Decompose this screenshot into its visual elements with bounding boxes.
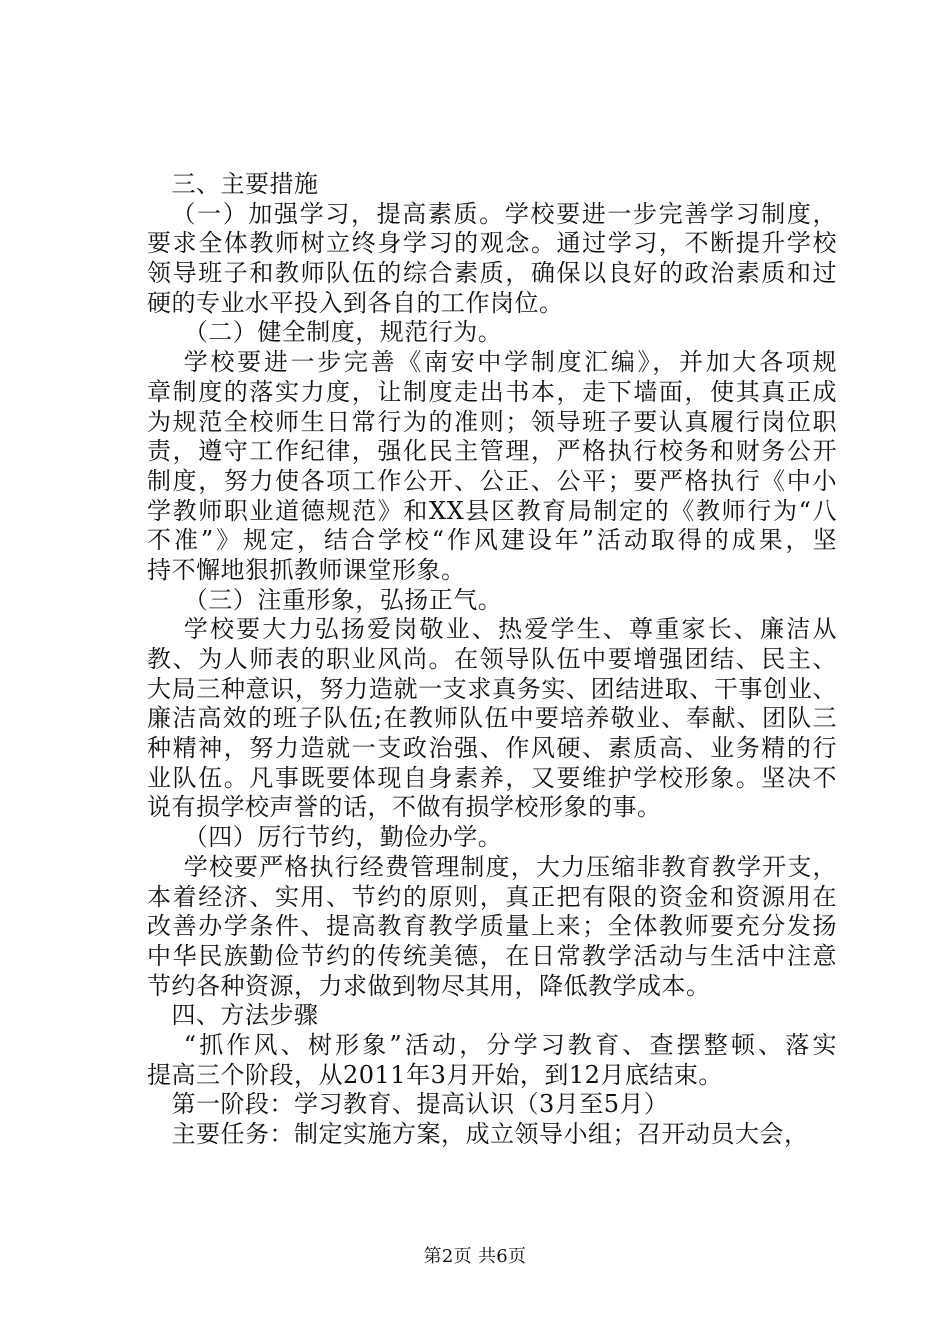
text-line: 不准”》规定，结合学校“作风建设年”活动取得的成果，坚 [147, 526, 837, 555]
text-line: 领导班子和教师队伍的综合素质，确保以良好的政治素质和过 [147, 259, 837, 288]
paragraph [147, 823, 837, 853]
page-footer: 第2页 共6页 [423, 1246, 527, 1267]
paragraph [147, 348, 837, 586]
text-line: 学校要进一步完善《南安中学制度汇编》，并加大各项规 [183, 348, 837, 377]
paragraph [147, 1001, 837, 1031]
text-line: 主要任务：制定实施方案，成立领导小组；召开动员大会， [171, 1120, 809, 1148]
paragraph [147, 853, 837, 1001]
text-line: 制度，努力使各项工作公开、公正、公平；要严格执行《中小 [147, 466, 837, 495]
text-line: 节约各种资源，力求做到物尽其用，降低教学成本。 [147, 971, 711, 1000]
text-line: 学校要严格执行经费管理制度，大力压缩非教育教学开支， [183, 852, 837, 881]
text-line: 种精神，努力造就一支政治强、作风硬、素质高、业务精的行 [147, 734, 837, 763]
text-line: 章制度的落实力度，让制度走出书本，走下墙面，使其真正成 [147, 377, 837, 406]
text-line: 为规范全校师生日常行为的准则；领导班子要认真履行岗位职 [147, 407, 837, 436]
paragraph [147, 170, 837, 200]
paragraph [147, 1031, 837, 1090]
paragraph [147, 586, 837, 616]
text-line: （四）厉行节约，勤俭办学。 [183, 823, 503, 852]
text-line: 说有损学校声誉的话，不做有损学校形象的事。 [147, 793, 662, 822]
text-line: 中华民族勤俭节约的传统美德，在日常教学活动与生活中注意 [147, 941, 837, 970]
paragraph [147, 615, 837, 823]
document-body [147, 170, 837, 1150]
text-line: 业队伍。凡事既要体现自身素养，又要维护学校形象。坚决不 [147, 763, 837, 792]
text-line: 学校要大力弘扬爱岗敬业、热爱学生、尊重家长、廉洁从 [183, 615, 837, 644]
text-line: 硬的专业水平投入到各自的工作岗位。 [147, 288, 564, 317]
text-line: 学教师职业道德规范》和XX县区教育局制定的《教师行为“八 [147, 496, 837, 525]
text-line: （二）健全制度，规范行为。 [183, 318, 503, 347]
text-line: 本着经济、实用、节约的原则，真正把有限的资金和资源用在 [147, 882, 837, 911]
text-line: （三）注重形象，弘扬正气。 [183, 585, 503, 614]
text-line: 四、方法步骤 [171, 1001, 319, 1030]
text-line: 第一阶段：学习教育、提高认识（3月至5月） [171, 1090, 669, 1119]
text-line: 提高三个阶段，从2011年3月开始，到12月底结束。 [147, 1060, 723, 1089]
text-line: 教、为人师表的职业风尚。在领导队伍中要增强团结、民主、 [147, 645, 837, 673]
text-line: 大局三种意识，努力造就一支求真务实、团结进取、干事创业、 [147, 674, 837, 703]
text-line: “抓作风、树形象”活动，分学习教育、查摆整顿、落实 [183, 1030, 837, 1059]
paragraph [147, 1120, 837, 1150]
text-line: 责，遵守工作纪律，强化民主管理，严格执行校务和财务公开 [147, 437, 837, 466]
paragraph [147, 200, 837, 319]
text-line: 改善办学条件、提高教育教学质量上来；全体教师要充分发扬 [147, 912, 837, 941]
text-line: （一）加强学习，提高素质。学校要进一步完善学习制度， [171, 199, 837, 228]
paragraph [147, 1090, 837, 1120]
text-line: 三、主要措施 [171, 170, 319, 198]
text-line: 廉洁高效的班子队伍;在教师队伍中要培养敬业、奉献、团队三 [147, 704, 837, 733]
text-line: 要求全体教师树立终身学习的观念。通过学习，不断提升学校 [147, 229, 837, 258]
paragraph [147, 318, 837, 348]
text-line: 持不懈地狠抓教师课堂形象。 [147, 555, 466, 584]
